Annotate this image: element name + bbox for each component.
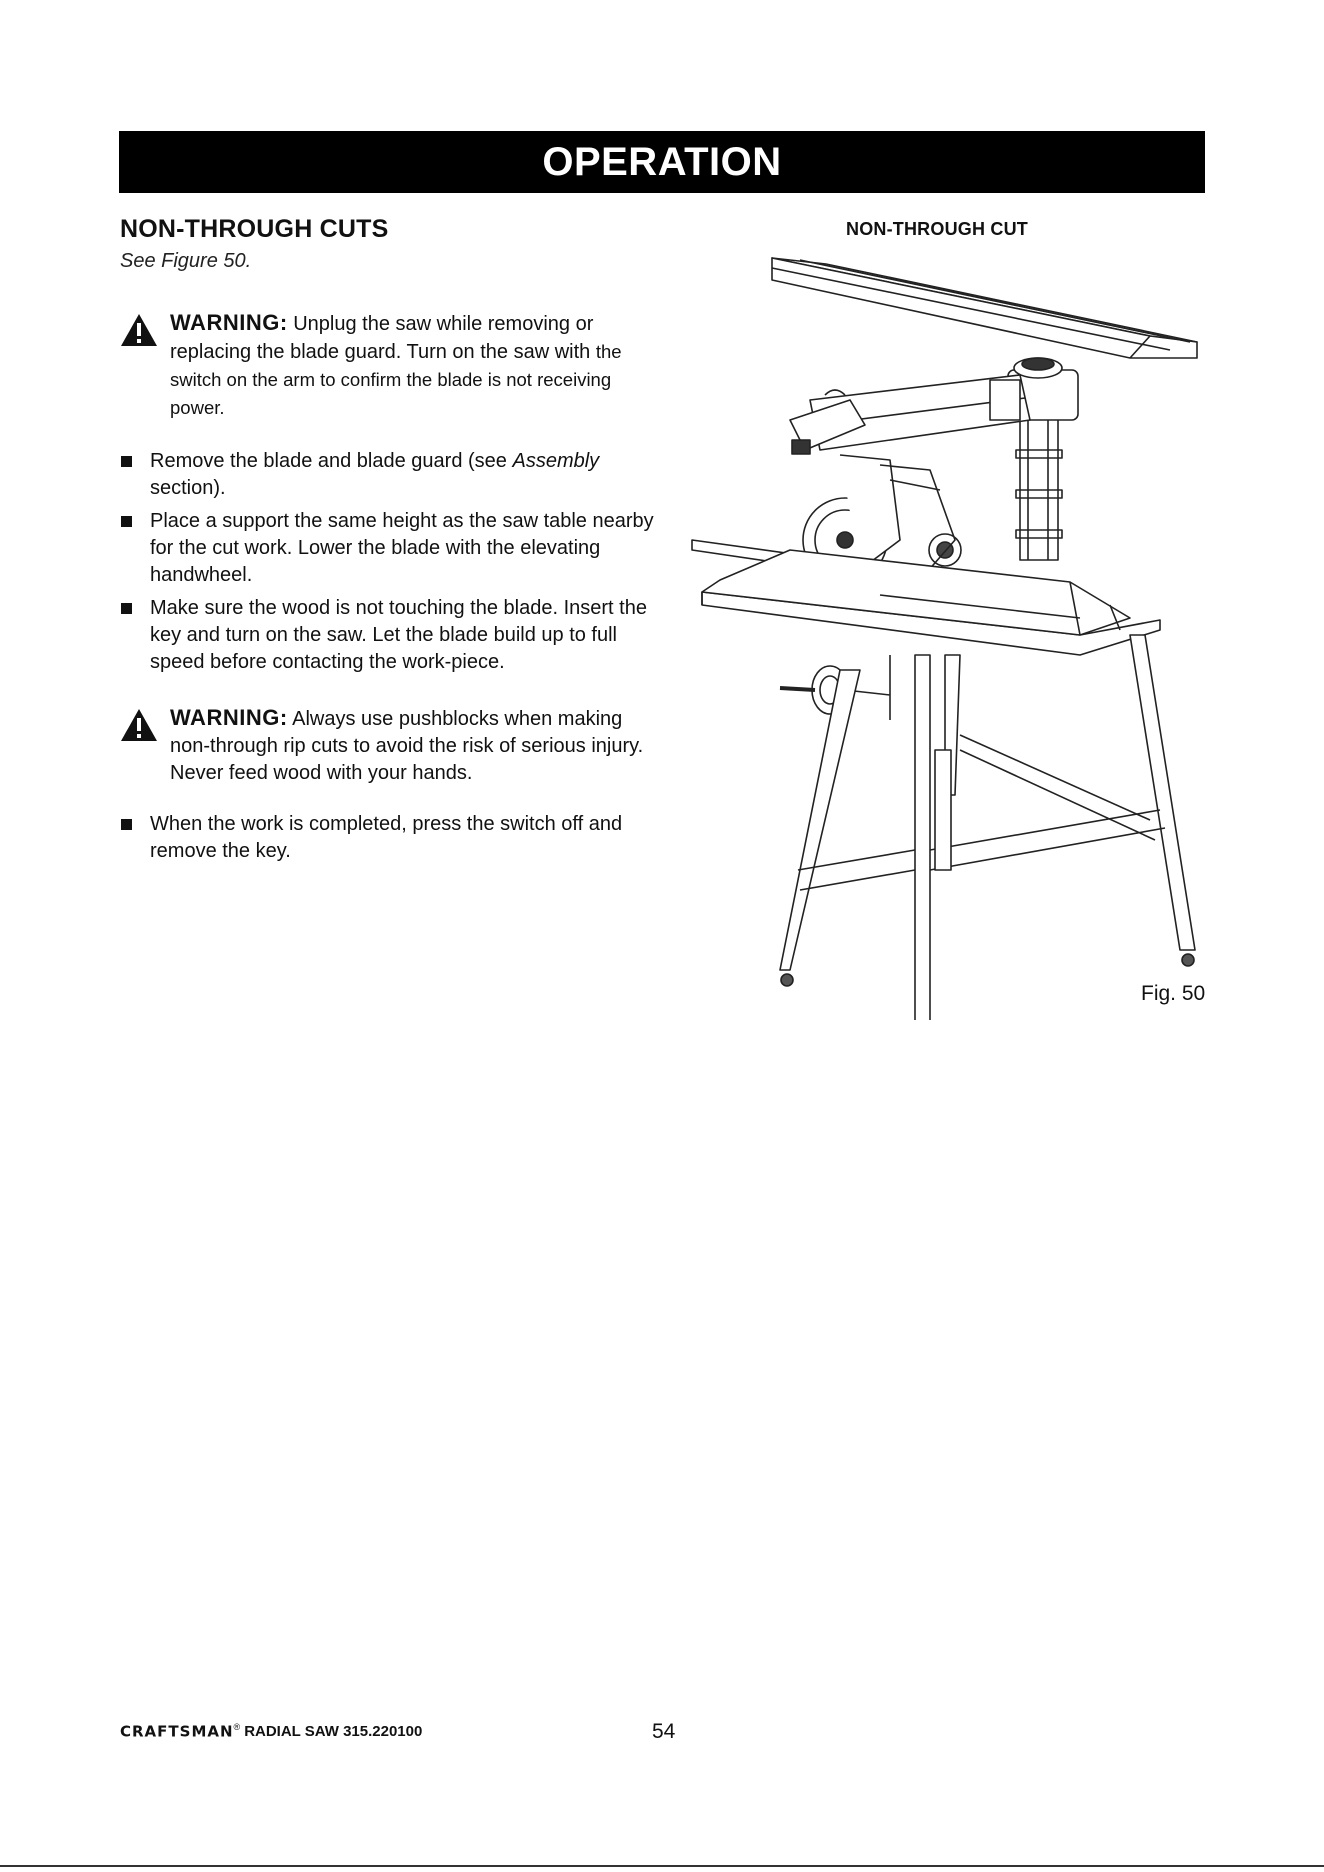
square-bullet-icon xyxy=(121,819,132,830)
craftsman-logo: CRAFTSMAN xyxy=(120,1722,234,1741)
page-banner-title: OPERATION xyxy=(119,131,1205,193)
warning-label: WARNING: xyxy=(170,310,288,335)
list-item xyxy=(120,508,660,589)
square-bullet-icon xyxy=(121,456,132,467)
saw-stand xyxy=(780,635,1195,1020)
warning-triangle-icon xyxy=(120,313,158,347)
list-item-text: When the work is completed, press the switch off and remove the key. xyxy=(150,813,623,862)
radial-saw-illustration xyxy=(690,250,1210,1020)
square-bullet-icon xyxy=(121,603,132,614)
workpiece-board xyxy=(772,258,1197,358)
list-item xyxy=(120,448,660,502)
square-bullet-icon xyxy=(121,516,132,527)
footer-brand xyxy=(120,1722,422,1741)
list-item-text: section). xyxy=(150,477,226,499)
warning-triangle-icon xyxy=(120,708,158,742)
figure-reference: See Figure 50. xyxy=(120,250,252,272)
registered-mark: ® xyxy=(233,1722,241,1732)
warning-text-small: the switch on the arm to confirm the blade is not receiving power. xyxy=(170,341,622,418)
warning-text: Unplug the saw while removing or replacing the blade guard. Turn on the saw with xyxy=(170,313,596,363)
list-item-text: Remove the blade and blade guard (see xyxy=(150,450,513,472)
list-item-text: Make sure the wood is not touching the blade. Insert the key and turn on the saw. Let the blade build up to full speed before contacting the work-piece. xyxy=(150,597,647,673)
instruction-list xyxy=(120,811,660,865)
figure-title: NON-THROUGH CUT xyxy=(846,219,1028,239)
instruction-list xyxy=(120,448,660,676)
warning-text: Always use pushblocks when making non-through rip cuts to avoid the risk of serious injury. Never feed wood with your hands. xyxy=(170,708,644,784)
instructions-column xyxy=(120,215,660,871)
warning-block-2 xyxy=(120,704,660,787)
section-title: NON-THROUGH CUTS xyxy=(120,215,389,243)
list-item xyxy=(120,595,660,676)
figure-caption: Fig. 50 xyxy=(1141,982,1206,1005)
saw-column xyxy=(1016,400,1062,560)
warning-block-1 xyxy=(120,309,660,422)
list-item-text: Place a support the same height as the saw table nearby for the cut work. Lower the blade with the elevating handwheel. xyxy=(150,510,654,586)
bottom-rule xyxy=(0,1865,1324,1867)
warning-label: WARNING: xyxy=(170,705,288,730)
model-number: RADIAL SAW 315.220100 xyxy=(244,1723,423,1741)
list-item xyxy=(120,811,660,865)
list-item-italic: Assembly xyxy=(512,450,600,472)
saw-table xyxy=(692,540,1160,655)
page-number: 54 xyxy=(652,1720,676,1743)
